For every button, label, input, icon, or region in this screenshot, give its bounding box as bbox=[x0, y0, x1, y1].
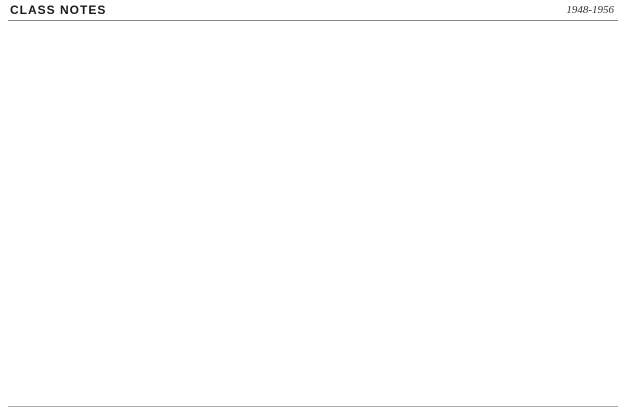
footer-rule bbox=[8, 406, 618, 407]
class-notes-columns bbox=[8, 26, 618, 404]
column-4 bbox=[472, 26, 619, 404]
year-range: 1948-1956 bbox=[566, 4, 614, 16]
header-rule bbox=[8, 20, 618, 21]
section-title: CLASS NOTES bbox=[10, 3, 107, 17]
column-2 bbox=[163, 26, 310, 404]
column-3 bbox=[317, 26, 464, 404]
column-1 bbox=[8, 26, 155, 404]
